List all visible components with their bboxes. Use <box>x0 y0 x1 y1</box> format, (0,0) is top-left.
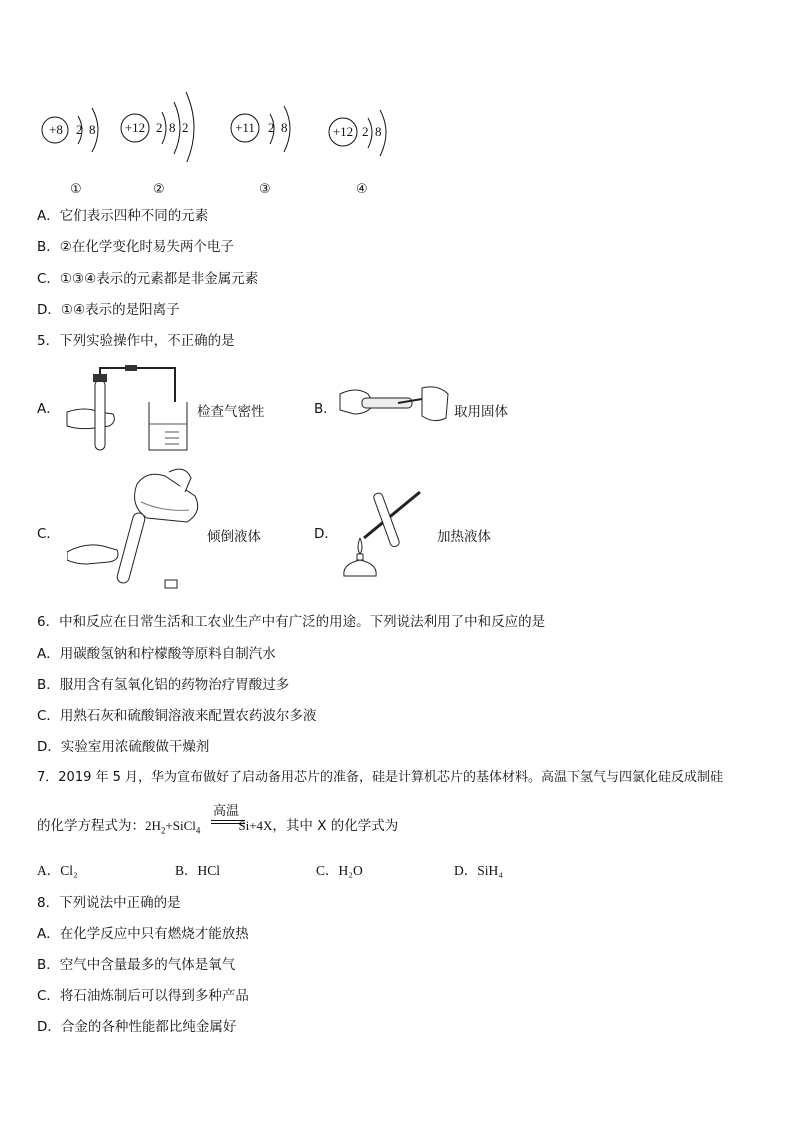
q5-option-c-letter: C． <box>37 526 60 542</box>
solid-retrieval-illustration <box>338 380 450 428</box>
q5-option-b-letter: B． <box>314 401 337 417</box>
q4-option-d: D．①④表示的是阳离子 <box>37 302 180 318</box>
liquid-heating-illustration <box>338 484 424 580</box>
atom-3-nucleus: +11 <box>235 120 255 135</box>
q7-equals-sign-top <box>211 820 245 821</box>
liquid-pouring-illustration <box>67 462 207 592</box>
q5-option-b-caption: 取用固体 <box>454 404 508 420</box>
q7-option-d: D．SiH₄ <box>454 863 503 878</box>
q7-equation-reactants: $2H_2+SiCl_4$ <box>145 818 201 836</box>
atom-4-shells-drawing <box>326 82 446 162</box>
q6-stem: 6．中和反应在日常生活和工农业生产中有广泛的用途。下列说法利用了中和反应的是 <box>37 614 546 630</box>
atom-3-electrons: 2 8 <box>268 120 288 135</box>
q7-option-a: A．Cl₂ <box>37 863 78 878</box>
q8-option-d: D．合金的各种性能都比纯金属好 <box>37 1019 237 1035</box>
atom-4-electrons: 2 8 <box>362 124 382 139</box>
q7-equation-products: Si+4X <box>238 818 273 833</box>
q5-option-a-letter: A． <box>37 401 60 417</box>
atom-2-nucleus: +12 <box>124 120 146 135</box>
atom-3-label: ③ <box>259 182 271 197</box>
q7-stem: 7．2019 年 5 月，华为宣布做好了启动备用芯片的准备，硅是计算机芯片的基体材料。高温下氢气与四氯化硅反成制硅 <box>37 770 724 785</box>
atom-diagram-2 <box>118 82 238 162</box>
atom-diagram-4 <box>326 82 446 162</box>
q5-option-d-letter: D． <box>314 526 338 542</box>
atom-2-electrons: 2 8 2 <box>156 120 189 135</box>
q7-equals-sign-bottom <box>211 823 245 824</box>
q8-stem: 8．下列说法中正确的是 <box>37 895 181 911</box>
q7-equation-prefix: 的化学方程式为： <box>37 818 145 834</box>
airtightness-check-illustration <box>65 362 190 454</box>
q4-option-a: A．它们表示四种不同的元素 <box>37 208 209 224</box>
atom-1-label: ① <box>70 182 82 197</box>
q6-option-d: D．实验室用浓硫酸做干燥剂 <box>37 739 210 755</box>
q6-option-b: B．服用含有氢氧化铝的药物治疗胃酸过多 <box>37 677 290 693</box>
q7-reaction-condition: 高温 <box>213 804 240 819</box>
atom-2-label: ② <box>153 182 165 197</box>
q5-stem: 5．下列实验操作中，不正确的是 <box>37 333 235 349</box>
q7-equation-suffix: ，其中 X 的化学式为 <box>272 818 399 834</box>
atom-4-label: ④ <box>356 182 368 197</box>
q5-option-d-caption: 加热液体 <box>437 529 491 545</box>
q8-option-a: A．在化学反应中只有燃烧才能放热 <box>37 926 249 942</box>
q6-option-a: A．用碳酸氢钠和柠檬酸等原料自制汽水 <box>37 646 276 662</box>
q8-option-c: C．将石油炼制后可以得到多种产品 <box>37 988 249 1004</box>
q7-option-b: B．HCl <box>175 863 221 878</box>
atom-4-nucleus: +12 <box>332 124 354 139</box>
q4-option-b: B．②在化学变化时易失两个电子 <box>37 239 234 255</box>
q8-option-b: B．空气中含量最多的气体是氧气 <box>37 957 236 973</box>
q4-option-c: C．①③④表示的元素都是非金属元素 <box>37 271 259 287</box>
atom-1-nucleus: +8 <box>49 122 63 137</box>
q5-option-a-caption: 检查气密性 <box>197 404 265 420</box>
q6-option-c: C．用熟石灰和硫酸铜溶液来配置农药波尔多液 <box>37 708 317 724</box>
q5-option-c-caption: 倾倒液体 <box>207 529 261 545</box>
atom-1-electrons: 2 8 <box>76 122 96 137</box>
q7-option-c: C．H₂O <box>316 863 363 878</box>
